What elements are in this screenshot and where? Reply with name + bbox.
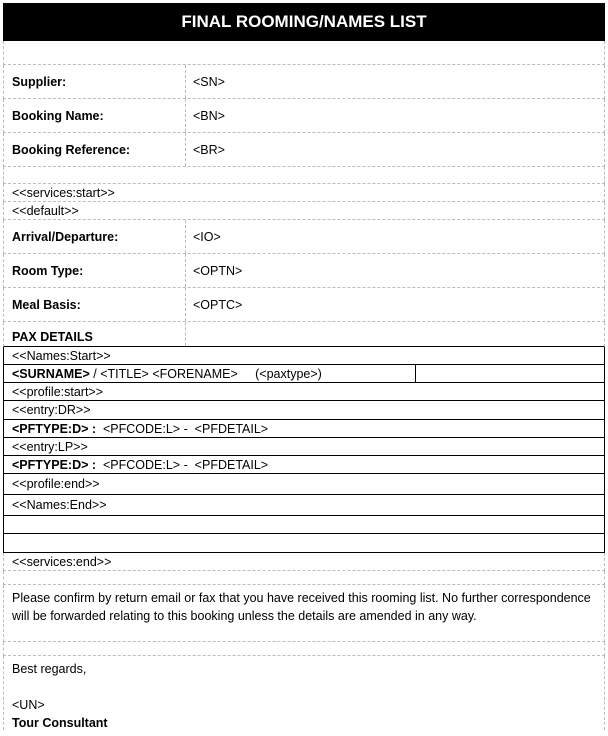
room-type-value: <OPTN> (193, 263, 243, 278)
spacer-row (3, 571, 605, 585)
profile-end-tag: <<profile:end>> (3, 474, 605, 495)
default-tag: <<default>> (3, 202, 605, 220)
arrival-label: Arrival/Departure: (12, 229, 119, 244)
spacer-row (3, 167, 605, 184)
pftype-row-2 (3, 456, 605, 474)
supplier-label: Supplier: (12, 74, 67, 89)
meal-basis-value: <OPTC> (193, 297, 243, 312)
booking-reference-row (3, 133, 605, 167)
entry-lp-tag: <<entry:LP>> (3, 438, 605, 456)
services-start-tag: <<services:start>> (3, 184, 605, 202)
supplier-row (3, 65, 605, 99)
services-end-tag: <<services:end>> (3, 553, 605, 571)
pftype-key: <PFTYPE:D> : (12, 457, 97, 472)
arrival-value: <IO> (193, 229, 221, 244)
spacer-row (3, 534, 605, 553)
room-type-row (3, 254, 605, 288)
confirm-paragraph: Please confirm by return email or fax that you have received this rooming list. No further correspondence will be forwarded relating to this booking unless the details are amended in any way. (3, 585, 605, 642)
signature-block (3, 656, 605, 730)
surname-field: <SURNAME> (12, 366, 90, 381)
booking-reference-label: Booking Reference: (12, 142, 131, 157)
rooming-list-document (3, 3, 605, 730)
pftype-rest: <PFCODE:L> - <PFDETAIL> (96, 421, 269, 436)
booking-name-row (3, 99, 605, 133)
pax-name-row (3, 365, 605, 383)
pax-name-rest: / <TITLE> <FORENAME> (<paxtype>) (89, 366, 322, 381)
booking-name-label: Booking Name: (12, 108, 104, 123)
arrival-row (3, 220, 605, 254)
pax-details-label: PAX DETAILS (12, 330, 93, 344)
page-title: FINAL ROOMING/NAMES LIST (3, 3, 605, 41)
booking-name-value: <BN> (193, 108, 225, 123)
entry-dr-tag: <<entry:DR>> (3, 401, 605, 420)
spacer-row (3, 41, 605, 65)
meal-basis-label: Meal Basis: (12, 297, 81, 312)
pftype-row-1 (3, 420, 605, 438)
meal-basis-row (3, 288, 605, 322)
pftype-key: <PFTYPE:D> : (12, 421, 97, 436)
user-name: <UN> (12, 698, 45, 712)
names-end-tag: <<Names:End>> (3, 495, 605, 516)
best-regards: Best regards, (12, 662, 87, 676)
pax-details-row (3, 322, 605, 347)
spacer-row (3, 516, 605, 534)
names-start-tag: <<Names:Start>> (3, 347, 605, 365)
profile-start-tag: <<profile:start>> (3, 383, 605, 401)
booking-reference-value: <BR> (193, 142, 225, 157)
pftype-rest: <PFCODE:L> - <PFDETAIL> (96, 457, 269, 472)
spacer-row (3, 642, 605, 656)
room-type-label: Room Type: (12, 263, 84, 278)
supplier-value: <SN> (193, 74, 225, 89)
user-role: Tour Consultant (12, 716, 108, 730)
